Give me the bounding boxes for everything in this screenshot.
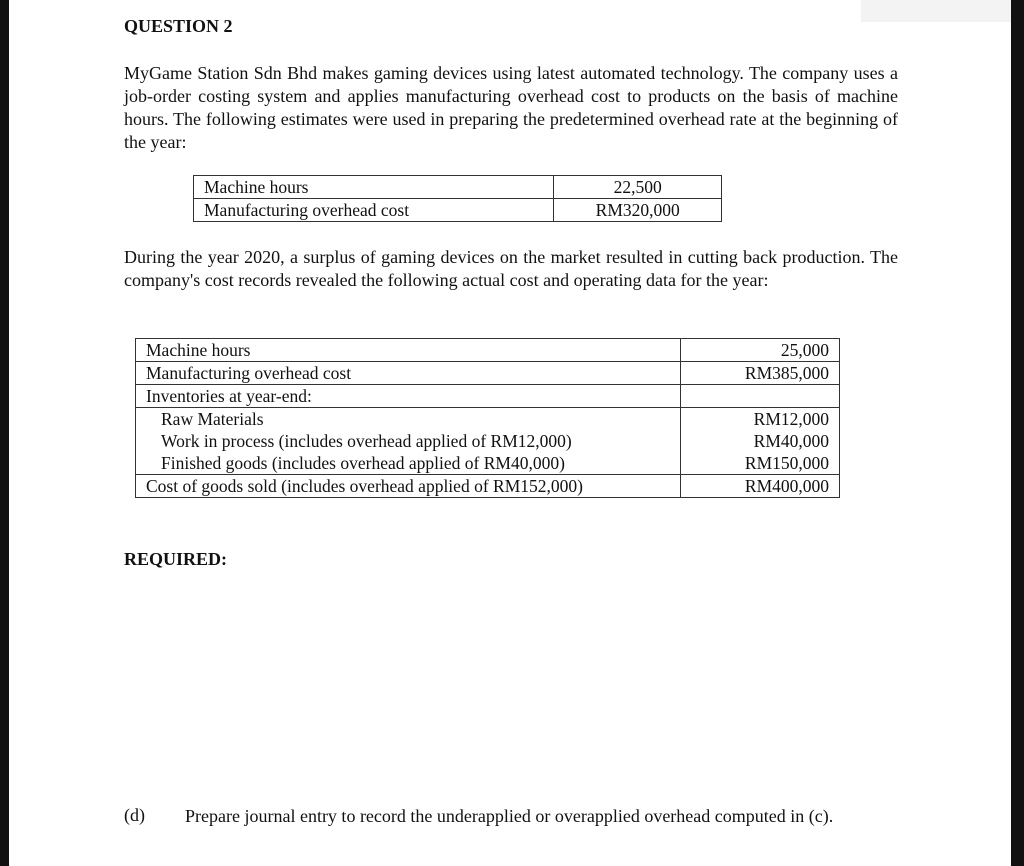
table-row — [136, 475, 840, 498]
row-label: Raw Materials — [136, 408, 681, 431]
table-row — [136, 385, 840, 408]
table-row — [136, 339, 840, 362]
row-value: 25,000 — [681, 339, 840, 362]
row-label: Machine hours — [136, 339, 681, 362]
row-value — [681, 385, 840, 408]
row-value: RM150,000 — [681, 452, 840, 475]
table-row — [194, 176, 722, 199]
row-value: RM12,000 — [681, 408, 840, 431]
row-value: 22,500 — [554, 176, 722, 199]
table-row — [136, 408, 840, 431]
table-row — [136, 362, 840, 385]
required-heading: REQUIRED: — [124, 549, 228, 569]
table-row — [136, 430, 840, 452]
estimates-table — [193, 175, 722, 222]
intro-paragraph: MyGame Station Sdn Bhd makes gaming devices using latest automated technology. The company uses a job-order costing system and applies manufacturing overhead cost to products on the basis of machine hours. The following estimates were used in preparing the predetermined overhead rate at the beginning of the year: — [124, 63, 898, 152]
row-value: RM320,000 — [554, 199, 722, 222]
table-row — [194, 199, 722, 222]
table-row — [136, 452, 840, 475]
row-value: RM400,000 — [681, 475, 840, 498]
top-bar — [861, 0, 1011, 22]
right-border — [1011, 0, 1024, 866]
row-label: Inventories at year-end: — [136, 385, 681, 408]
row-label: Machine hours — [194, 176, 554, 199]
row-value: RM385,000 — [681, 362, 840, 385]
actual-data-table — [135, 338, 840, 498]
part-d-text: Prepare journal entry to record the underapplied or overapplied overhead computed in (c). — [185, 806, 834, 826]
row-value: RM40,000 — [681, 430, 840, 452]
left-border — [0, 0, 9, 866]
question-heading: QUESTION 2 — [124, 16, 233, 36]
row-label: Manufacturing overhead cost — [136, 362, 681, 385]
row-label: Work in process (includes overhead applied of RM12,000) — [136, 430, 681, 452]
part-d-label: (d) — [124, 805, 145, 825]
actual-intro-paragraph: During the year 2020, a surplus of gaming devices on the market resulted in cutting back production. The company's cost records revealed the following actual cost and operating data for the year: — [124, 247, 898, 290]
row-label: Finished goods (includes overhead applied of RM40,000) — [136, 452, 681, 475]
row-label: Manufacturing overhead cost — [194, 199, 554, 222]
row-label: Cost of goods sold (includes overhead applied of RM152,000) — [136, 475, 681, 498]
